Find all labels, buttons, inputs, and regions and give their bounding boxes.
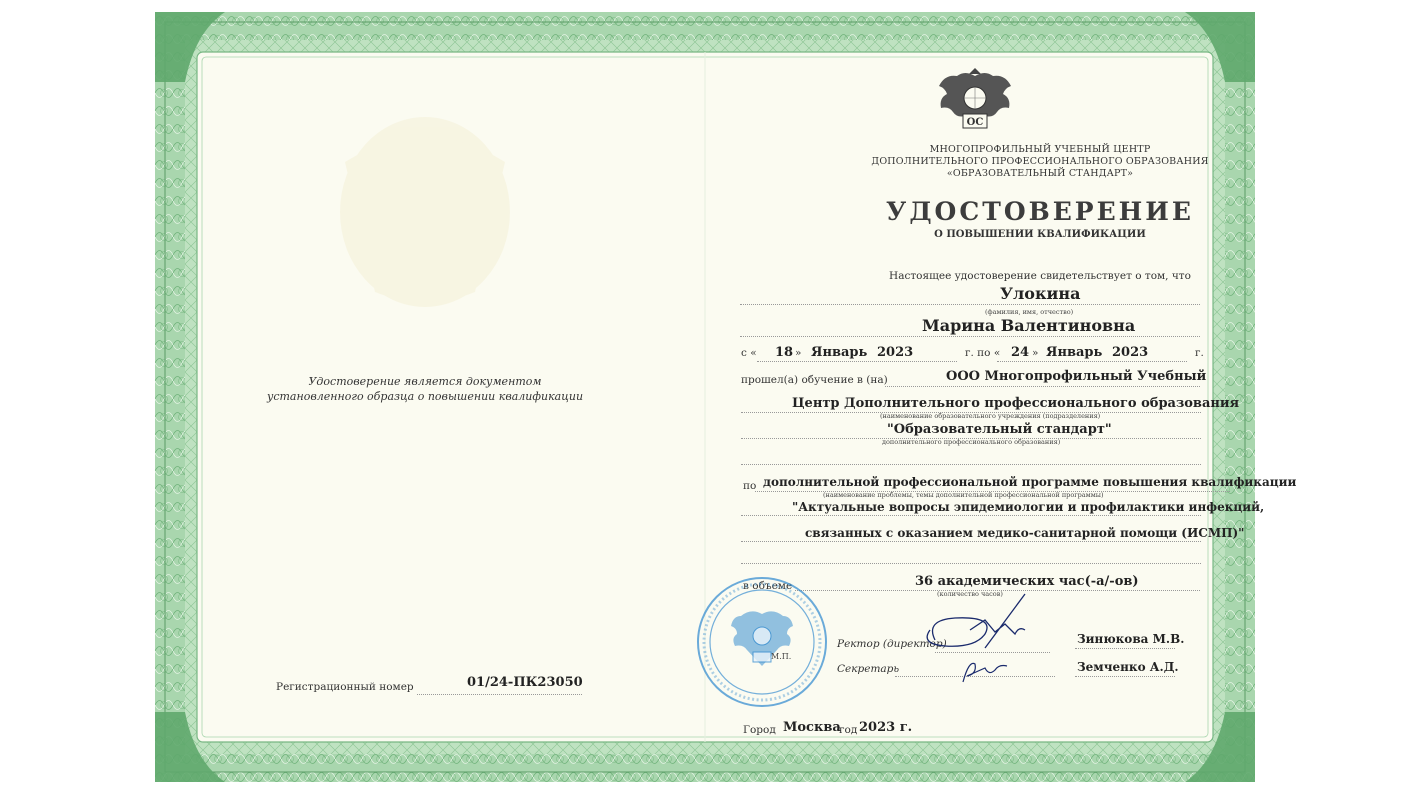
date-to-line [997, 361, 1187, 362]
eagle-logo-icon [935, 68, 1015, 138]
registration-line [417, 694, 582, 695]
training-org-line2: Центр Дополнительного профессионального образования [792, 396, 1240, 411]
training-line3 [741, 438, 1201, 439]
date-from-close: » [795, 347, 802, 359]
secretary-name-line [1075, 676, 1175, 677]
name-patronymic: Марина Валентиновна [922, 316, 1136, 335]
program-line2: "Актуальные вопросы эпидемиологии и профилактики инфекций, [792, 500, 1265, 514]
validity-note-line1: Удостоверение является документом [308, 375, 542, 388]
date-from-line [757, 361, 957, 362]
secretary-signature-icon [955, 656, 1015, 686]
volume-label: в объеме [743, 580, 793, 592]
training-caption2: дополнительного профессионального образования) [882, 438, 1061, 446]
date-from-year: 2023 [877, 345, 914, 360]
date-to-year: 2023 [1112, 345, 1149, 360]
official-stamp-icon [693, 574, 831, 710]
program-line4-rule [741, 563, 1201, 564]
surname-line [740, 304, 1200, 305]
program-caption: (наименование проблемы, темы дополнительной профессиональной программы) [823, 491, 1104, 499]
document-subtitle: О ПОВЫШЕНИИ КВАЛИФИКАЦИИ [934, 229, 1146, 240]
org-header-line3: «ОБРАЗОВАТЕЛЬНЫЙ СТАНДАРТ» [946, 168, 1134, 179]
volume-caption: (количество часов) [937, 590, 1003, 598]
volume-hours: 36 академических час(-а/-ов) [915, 574, 1139, 589]
date-from-prefix: с « [741, 347, 757, 359]
document-title: УДОСТОВЕРЕНИЕ [886, 197, 1194, 226]
certificate [155, 12, 1297, 782]
org-header-line1: МНОГОПРОФИЛЬНЫЙ УЧЕБНЫЙ ЦЕНТР [929, 144, 1151, 155]
rector-name: Зинюкова М.В. [1077, 632, 1185, 646]
registration-number: 01/24-ПК23050 [467, 675, 583, 690]
training-caption1: (наименование образовательного учреждения (подразделения) [880, 412, 1101, 420]
year-value: 2023 г. [859, 720, 913, 735]
rector-signature-icon [915, 590, 1035, 662]
program-line2-rule [741, 515, 1201, 516]
training-line1 [885, 386, 1200, 387]
year-label: год [839, 724, 858, 736]
logo-text: ОС [966, 117, 984, 128]
date-year-suffix: г. [1195, 347, 1204, 359]
program-line1: дополнительной профессиональной программе повышения квалификации [763, 475, 1297, 489]
surname: Улокина [1000, 284, 1081, 303]
date-from-day: 18 [775, 345, 794, 360]
program-line3-rule [741, 541, 1201, 542]
program-line3: связанных с оказанием медико-санитарной помощи (ИСМП)" [805, 526, 1245, 540]
training-org-line1: ООО Многопрофильный Учебный [946, 369, 1207, 384]
secretary-label: Секретарь [837, 663, 900, 675]
date-to-prefix: г. по « [965, 347, 1001, 359]
secretary-name: Земченко А.Д. [1077, 660, 1179, 674]
intro-text: Настоящее удостоверение свидетельствует о том, что [889, 270, 1191, 282]
rector-name-line [1075, 648, 1175, 649]
date-from-month: Январь [811, 345, 868, 360]
program-label: по [743, 480, 757, 492]
rector-label: Ректор (директор) [837, 638, 947, 650]
name-line [740, 336, 1200, 337]
registration-label: Регистрационный номер [276, 681, 414, 693]
fio-caption: (фамилия, имя, отчество) [985, 308, 1074, 316]
training-org-line3: "Образовательный стандарт" [887, 422, 1112, 437]
stamp-mp-label: М.П. [771, 652, 792, 661]
city-value: Москва [783, 720, 841, 735]
training-label: прошел(а) обучение в (на) [741, 374, 888, 386]
date-to-day: 24 [1011, 345, 1030, 360]
date-to-close: » [1032, 347, 1039, 359]
date-to-month: Январь [1046, 345, 1103, 360]
validity-note-line2: установленного образца о повышении квалификации [266, 390, 584, 403]
org-header-line2: ДОПОЛНИТЕЛЬНОГО ПРОФЕССИОНАЛЬНОГО ОБРАЗОВАНИЯ [871, 156, 1209, 167]
training-line4 [741, 464, 1201, 465]
city-label: Город [743, 724, 776, 736]
